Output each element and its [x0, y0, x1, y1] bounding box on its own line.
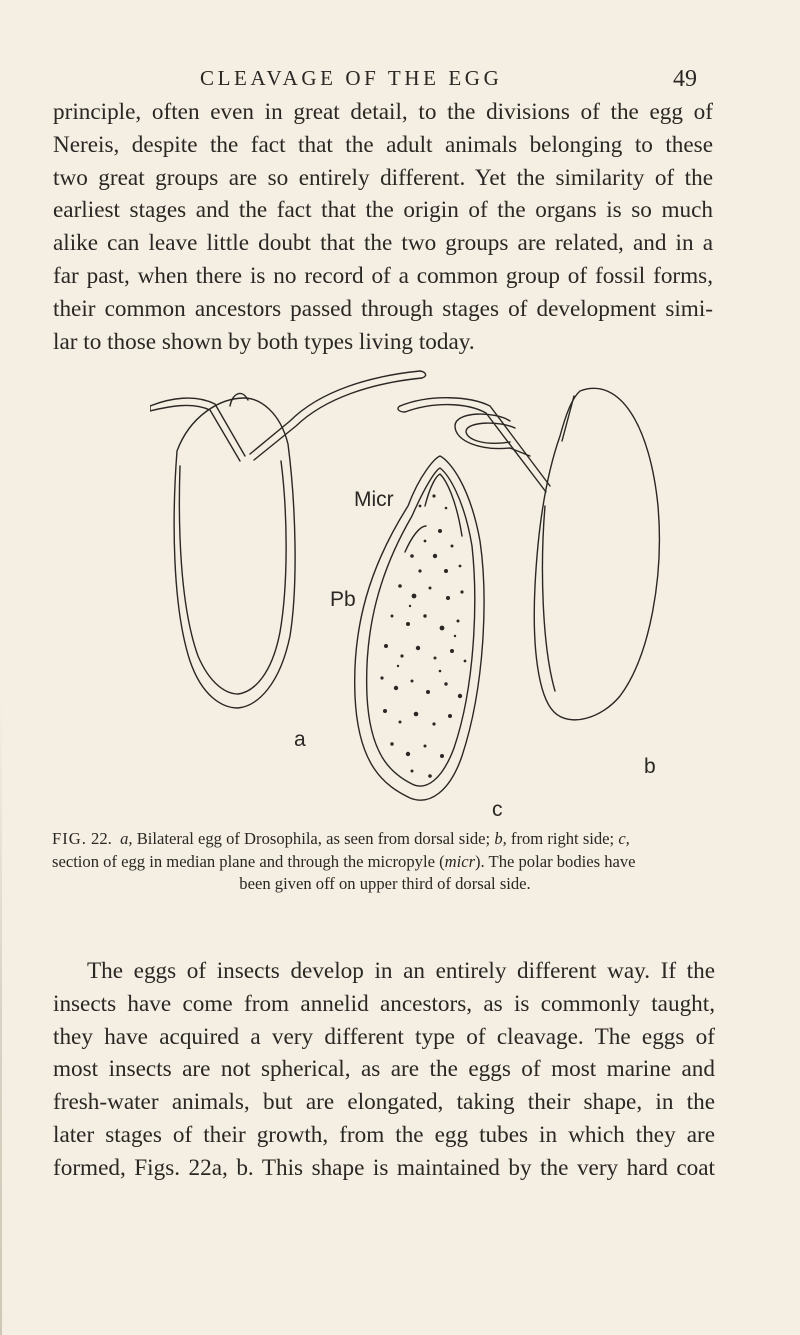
caption-micr: micr	[444, 851, 476, 871]
figure-drosophila-eggs	[150, 366, 680, 816]
text-line: their common ancestors passed through stages of development simi-	[53, 295, 713, 322]
caption-letter-a: a,	[120, 829, 133, 848]
caption-text: from right side;	[510, 829, 615, 848]
text-line: Nereis, despite the fact that the adult animals belonging to these	[53, 131, 713, 158]
caption-line-3: been given off on upper third of dorsal side.	[239, 874, 531, 893]
text-line: most insects are not spherical, as are the eggs of most marine and	[53, 1056, 715, 1083]
running-title: CLEAVAGE OF THE EGG	[200, 66, 503, 90]
egg-a-outline	[150, 371, 426, 708]
paragraph-1	[53, 96, 713, 358]
caption-line-1	[52, 828, 718, 851]
fig-number: 22.	[91, 829, 112, 848]
egg-b-outline	[398, 388, 659, 720]
text-line: principle, often even in great detail, to the divisions of the egg of	[53, 99, 713, 125]
figure-caption	[52, 828, 718, 896]
text-line: they have acquired a very different type of cleavage. The eggs of	[53, 1023, 715, 1050]
text-line: fresh-water animals, but are elongated, taking their shape, in the	[53, 1089, 715, 1116]
text-line: lar to those shown by both types living today.	[53, 328, 475, 355]
label-b: b	[644, 755, 656, 778]
text-line: alike can leave little doubt that the two groups are related, and in a	[53, 230, 713, 257]
text-line: later stages of their growth, from the egg tubes in which they are	[53, 1121, 715, 1148]
caption-line-2	[52, 851, 718, 874]
text-line: two great groups are so entirely different. Yet the similarity of the	[53, 164, 713, 191]
label-micr: Micr	[354, 488, 394, 511]
text-line: far past, when there is no record of a common group of fossil forms,	[53, 262, 713, 289]
egg-c-yolk-granules	[380, 494, 466, 777]
caption-text: ). The polar bodies have	[475, 851, 636, 871]
label-a: a	[294, 728, 306, 751]
text-line: earliest stages and the fact that the origin of the organs is so much	[53, 197, 713, 224]
caption-text: Bilateral egg of Drosophila, as seen from dorsal side;	[136, 829, 491, 848]
figure-drawing	[150, 366, 680, 816]
page-edge-shadow	[0, 700, 2, 1335]
text-line: The eggs of insects develop in an entirely different way. If the	[87, 958, 715, 984]
label-pb: Pb	[330, 588, 356, 611]
caption-letter-b: b,	[494, 829, 507, 848]
paragraph-2	[53, 955, 715, 1185]
caption-letter-c: c,	[618, 829, 630, 848]
page-number: 49	[673, 66, 697, 92]
text-line: insects have come from annelid ancestors, as is commonly taught,	[53, 990, 715, 1017]
label-c: c	[492, 798, 503, 816]
fig-label: FIG.	[52, 829, 87, 848]
text-line: formed, Figs. 22a, b. This shape is maintained by the very hard coat	[53, 1154, 715, 1181]
caption-text: section of egg in median plane and through the micropyle (	[52, 851, 445, 871]
page-header	[0, 66, 800, 96]
